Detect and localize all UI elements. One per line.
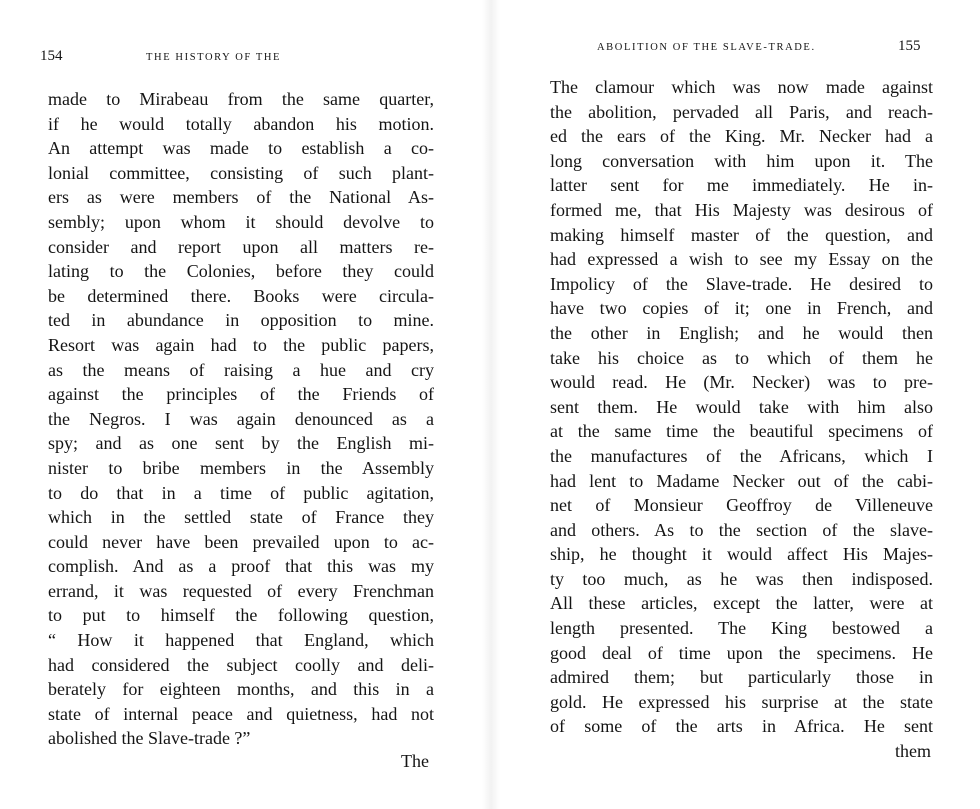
text-line: latter sent for me immediately. He in-	[550, 175, 933, 196]
text-line: against the principles of the Friends of	[48, 384, 434, 405]
text-line: ted in abundance in opposition to mine.	[48, 310, 434, 331]
text-line: which in the settled state of France they	[48, 507, 434, 528]
text-line: made to Mirabeau from the same quarter,	[48, 89, 434, 109]
text-line: Impolicy of the Slave-trade. He desired to	[550, 273, 933, 294]
text-line: ty too much, as he was then indisposed.	[550, 568, 933, 589]
left-page-number: 154	[40, 48, 63, 64]
text-line: good deal of time upon the specimens. He	[550, 642, 933, 663]
right-running-title: ABOLITION OF THE SLAVE-TRADE.	[597, 42, 816, 53]
text-line: admired them; but particularly those in	[550, 667, 933, 688]
text-line: lating to the Colonies, before they could	[48, 261, 434, 282]
text-line: formed me, that His Majesty was desirous of	[550, 199, 933, 220]
text-line: ers as were members of the National As-	[48, 187, 434, 208]
text-line: state of internal peace and quietness, had not	[48, 703, 434, 724]
text-line: consider and report upon all matters re-	[48, 236, 434, 257]
text-line: ship, he thought it would affect His Majes-	[550, 544, 933, 565]
text-line: could never have been prevailed upon to ac-	[48, 531, 434, 552]
text-line: be determined there. Books were circula-	[48, 285, 434, 306]
text-line: the other in English; and he would then	[550, 322, 933, 343]
right-catchword: them	[895, 741, 931, 761]
text-line: if he would totally abandon his motion.	[48, 113, 434, 134]
text-line: ed the ears of the King. Mr. Necker had a	[550, 126, 933, 147]
text-line: “ How it happened that England, which	[48, 630, 434, 651]
right-page	[490, 0, 980, 809]
text-line: nister to bribe members in the Assembly	[48, 457, 434, 478]
left-catchword: The	[401, 751, 429, 771]
left-body-text	[48, 87, 434, 751]
text-line: take his choice as to which of them he	[550, 347, 933, 368]
right-body-text	[550, 75, 933, 739]
text-line: long conversation with him upon it. The	[550, 150, 933, 171]
text-line: as the means of raising a hue and cry	[48, 359, 434, 380]
text-line: of some of the arts in Africa. He sent	[550, 716, 933, 737]
text-line: All these articles, except the latter, were at	[550, 593, 933, 614]
text-line: have two copies of it; one in French, and	[550, 298, 933, 319]
text-line: would read. He (Mr. Necker) was to pre-	[550, 372, 933, 393]
text-line: berately for eighteen months, and this in a	[48, 679, 434, 700]
text-line: to put to himself the following question,	[48, 605, 434, 626]
text-line: the Negros. I was again denounced as a	[48, 408, 434, 429]
text-line: net of Monsieur Geoffroy de Villeneuve	[550, 495, 933, 516]
text-line: to do that in a time of public agitation,	[48, 482, 434, 503]
text-line: sembly; upon whom it should devolve to	[48, 211, 434, 232]
text-line: and others. As to the section of the slave-	[550, 519, 933, 540]
text-line: The clamour which was now made against	[550, 77, 933, 97]
text-line: complish. And as a proof that this was my	[48, 556, 434, 577]
text-line: had expressed a wish to see my Essay on the	[550, 249, 933, 270]
text-line: An attempt was made to establish a co-	[48, 138, 434, 159]
text-line: abolished the Slave-trade ?”	[48, 728, 251, 749]
text-line: gold. He expressed his surprise at the state	[550, 691, 933, 712]
text-line: had considered the subject coolly and deli-	[48, 654, 434, 675]
left-running-title: THE HISTORY OF THE	[146, 52, 282, 63]
text-line: spy; and as one sent by the English mi-	[48, 433, 434, 454]
text-line: errand, it was requested of every Frenchman	[48, 580, 434, 601]
text-line: the abolition, pervaded all Paris, and reach-	[550, 101, 933, 122]
text-line: the manufactures of the Africans, which I	[550, 445, 933, 466]
right-page-number: 155	[898, 38, 921, 54]
text-line: making himself master of the question, and	[550, 224, 933, 245]
text-line: at the same time the beautiful specimens of	[550, 421, 933, 442]
text-line: sent them. He would take with him also	[550, 396, 933, 417]
text-line: length presented. The King bestowed a	[550, 618, 933, 639]
text-line: lonial committee, consisting of such plant-	[48, 162, 434, 183]
text-line: had lent to Madame Necker out of the cabi-	[550, 470, 933, 491]
text-line: Resort was again had to the public papers,	[48, 334, 434, 355]
